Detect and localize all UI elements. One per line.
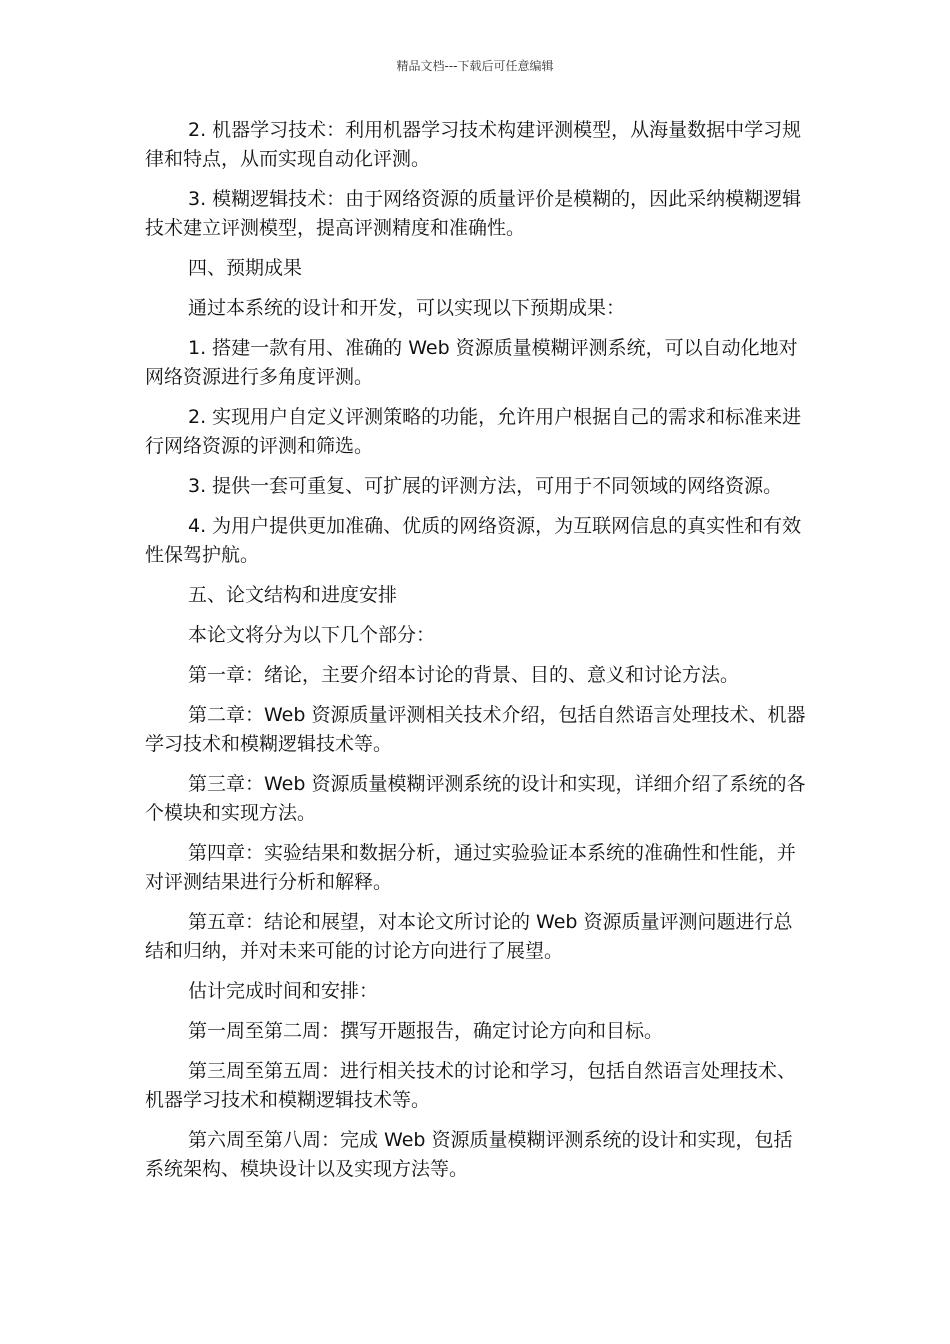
paragraph: 第四章：实验结果和数据分析，通过实验验证本系统的准确性和性能，并对评测结果进行分析和解释。 <box>145 842 797 893</box>
paragraph: 3. 模糊逻辑技术：由于网络资源的质量评价是模糊的，因此采纳模糊逻辑技术建立评测模型，提高评测精度和准确性。 <box>145 188 802 239</box>
paragraph: 第二章：Web 资源质量评测相关技术介绍，包括自然语言处理技术、机器学习技术和模糊逻辑技术等。 <box>145 704 806 755</box>
paragraph: 通过本系统的设计和开发，可以实现以下预期成果： <box>188 297 626 319</box>
paragraph: 第五章：结论和展望，对本论文所讨论的 Web 资源质量评测问题进行总结和归纳，并对未来可能的讨论方向进行了展望。 <box>145 911 793 962</box>
paragraph: 2. 实现用户自定义评测策略的功能，允许用户根据自己的需求和标准来进行网络资源的评测和筛选。 <box>145 406 802 457</box>
page-header: 精品文档---下载后可任意编辑 <box>396 59 554 73</box>
paragraph: 第三章：Web 资源质量模糊评测系统的设计和实现，详细介绍了系统的各个模块和实现方法。 <box>145 773 806 824</box>
paragraph: 估计完成时间和安排： <box>188 980 379 1002</box>
section-heading: 四、预期成果 <box>188 257 303 279</box>
paragraph: 1. 搭建一款有用、准确的 Web 资源质量模糊评测系统，可以自动化地对网络资源进行多角度评测。 <box>145 337 798 388</box>
paragraph: 本论文将分为以下几个部分： <box>188 624 436 646</box>
document-body <box>145 116 807 1195</box>
section-heading: 五、论文结构和进度安排 <box>188 584 398 606</box>
paragraph: 第一章：绪论，主要介绍本讨论的背景、目的、意义和讨论方法。 <box>188 664 740 686</box>
paragraph: 第三周至第五周：进行相关技术的讨论和学习，包括自然语言处理技术、机器学习技术和模糊逻辑技术等。 <box>145 1060 797 1111</box>
paragraph: 第一周至第二周：撰写开题报告，确定讨论方向和目标。 <box>188 1020 664 1042</box>
paragraph: 3. 提供一套可重复、可扩展的评测方法，可用于不同领域的网络资源。 <box>188 475 783 497</box>
paragraph: 4. 为用户提供更加准确、优质的网络资源，为互联网信息的真实性和有效性保驾护航。 <box>145 515 802 566</box>
paragraph: 2. 机器学习技术：利用机器学习技术构建评测模型，从海量数据中学习规律和特点，从而实现自动化评测。 <box>145 119 802 170</box>
paragraph: 第六周至第八周：完成 Web 资源质量模糊评测系统的设计和实现，包括系统架构、模块设计以及实现方法等。 <box>145 1129 793 1180</box>
